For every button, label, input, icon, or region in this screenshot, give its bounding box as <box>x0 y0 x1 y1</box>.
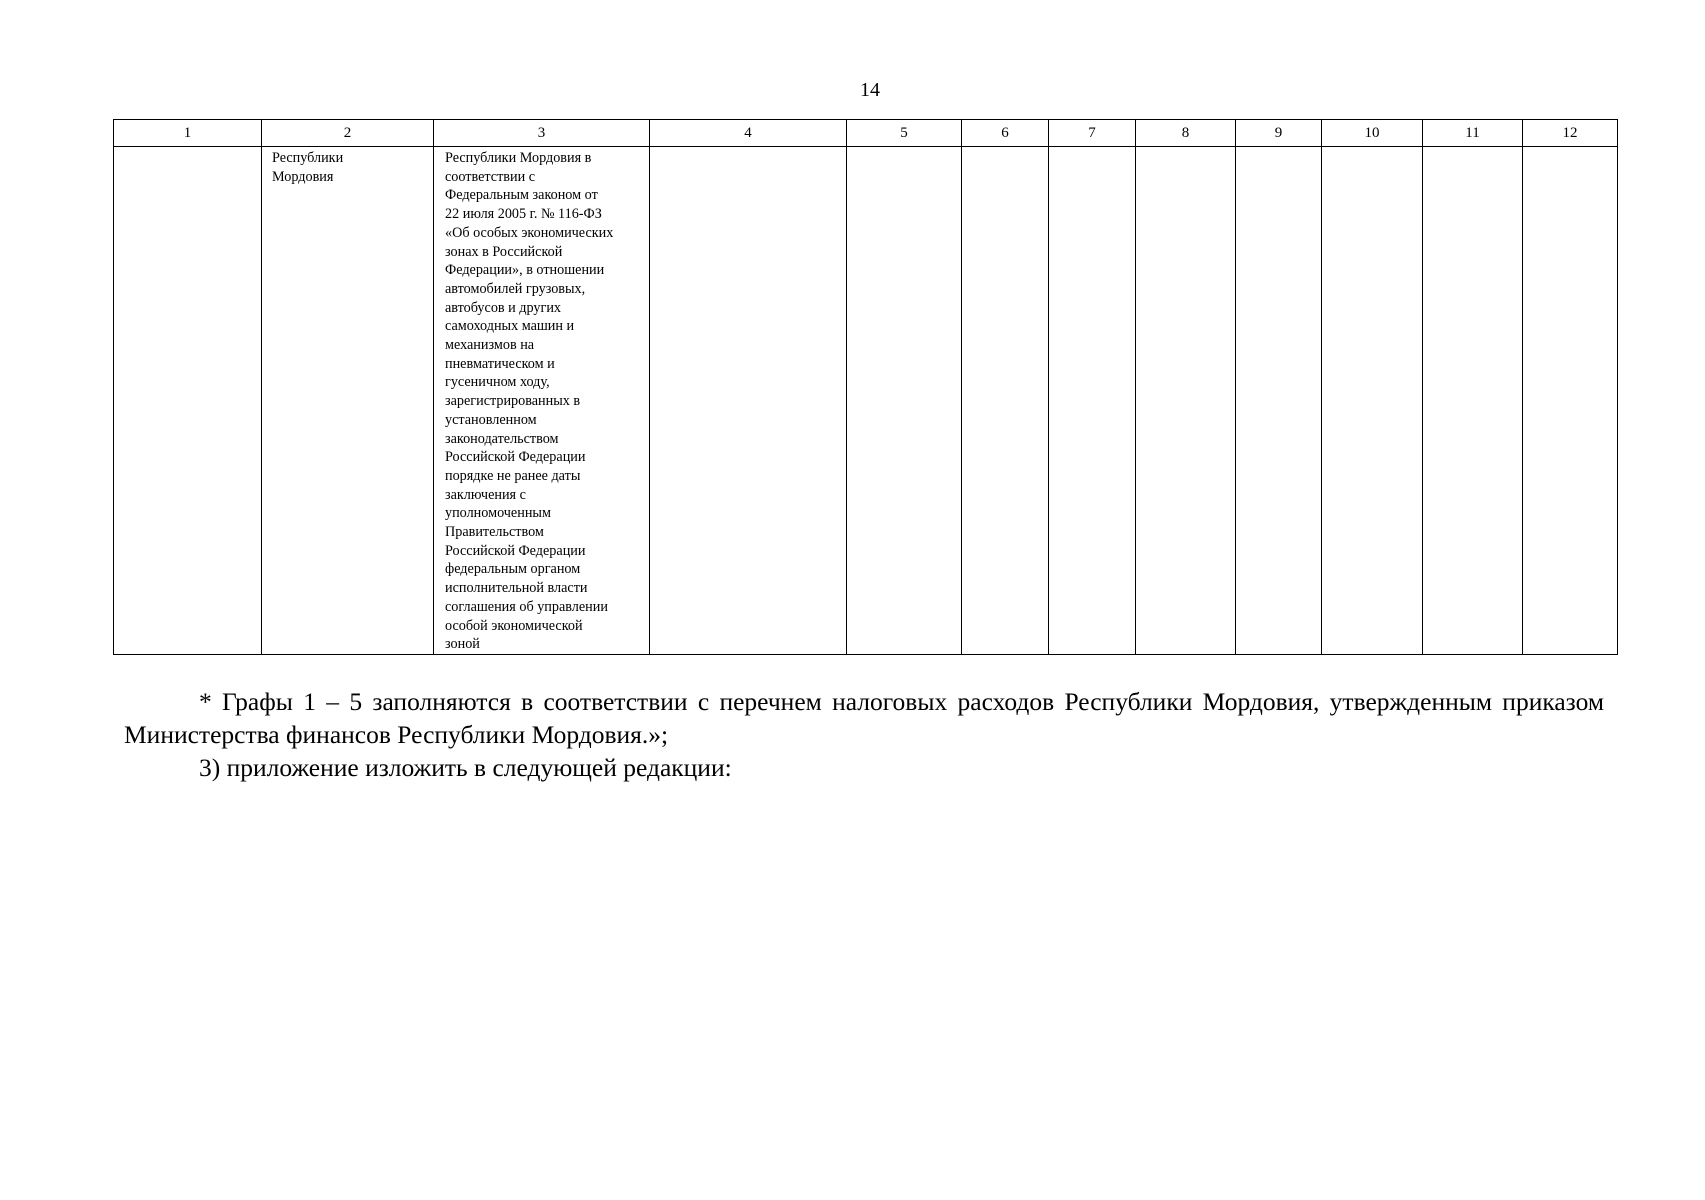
table-cell-5 <box>847 147 962 655</box>
table-cell-1 <box>114 147 262 655</box>
column-header-5: 5 <box>847 120 962 147</box>
table-cell-6 <box>962 147 1049 655</box>
column-header-4: 4 <box>650 120 847 147</box>
benefit-description: Республики Мордовия в соответствии с Федеральным законом от 22 июля 2005 г. № 116-ФЗ «Об особых экономических зонах в Российской Федерации», в отношении автомобилей грузовых, автобусов и других самоходных машин и механизмов на пневматическом и гусеничном ходу, зарегистрированных в установленном законодательством Российской Федерации порядке не ранее даты заключения с уполномоченным Правительством Российской Федерации федеральным органом исполнительной власти соглашения об управлении особой экономической зоной <box>445 150 614 653</box>
page-number: 14 <box>860 79 880 101</box>
table-cell-9 <box>1236 147 1322 655</box>
table-header-row <box>114 120 1618 147</box>
table-cell-11 <box>1423 147 1523 655</box>
table-cell-12 <box>1523 147 1618 655</box>
column-header-1: 1 <box>114 120 262 147</box>
table-cell-3 <box>434 147 650 655</box>
column-header-9: 9 <box>1236 120 1322 147</box>
item-3-text: 3) приложение изложить в следующей редакции: <box>199 753 732 782</box>
table-cell-7 <box>1049 147 1136 655</box>
column-header-7: 7 <box>1049 120 1136 147</box>
table-cell-8 <box>1136 147 1236 655</box>
table-row <box>114 147 1618 655</box>
column-header-11: 11 <box>1423 120 1523 147</box>
table-cell-10 <box>1322 147 1423 655</box>
table-cell-4 <box>650 147 847 655</box>
region-name: Республики Мордовия <box>272 150 344 185</box>
column-header-12: 12 <box>1523 120 1618 147</box>
data-table <box>113 119 1618 655</box>
table-cell-2 <box>262 147 434 655</box>
column-header-3: 3 <box>434 120 650 147</box>
column-header-8: 8 <box>1136 120 1236 147</box>
column-header-2: 2 <box>262 120 434 147</box>
footnote-text: * Графы 1 – 5 заполняются в соответствии с перечнем налоговых расходов Республики Мордовия, утвержденным приказом Министерства финансов Республики Мордовия.»; <box>124 687 1604 749</box>
column-header-6: 6 <box>962 120 1049 147</box>
footnote-block <box>124 685 1604 784</box>
column-header-10: 10 <box>1322 120 1423 147</box>
